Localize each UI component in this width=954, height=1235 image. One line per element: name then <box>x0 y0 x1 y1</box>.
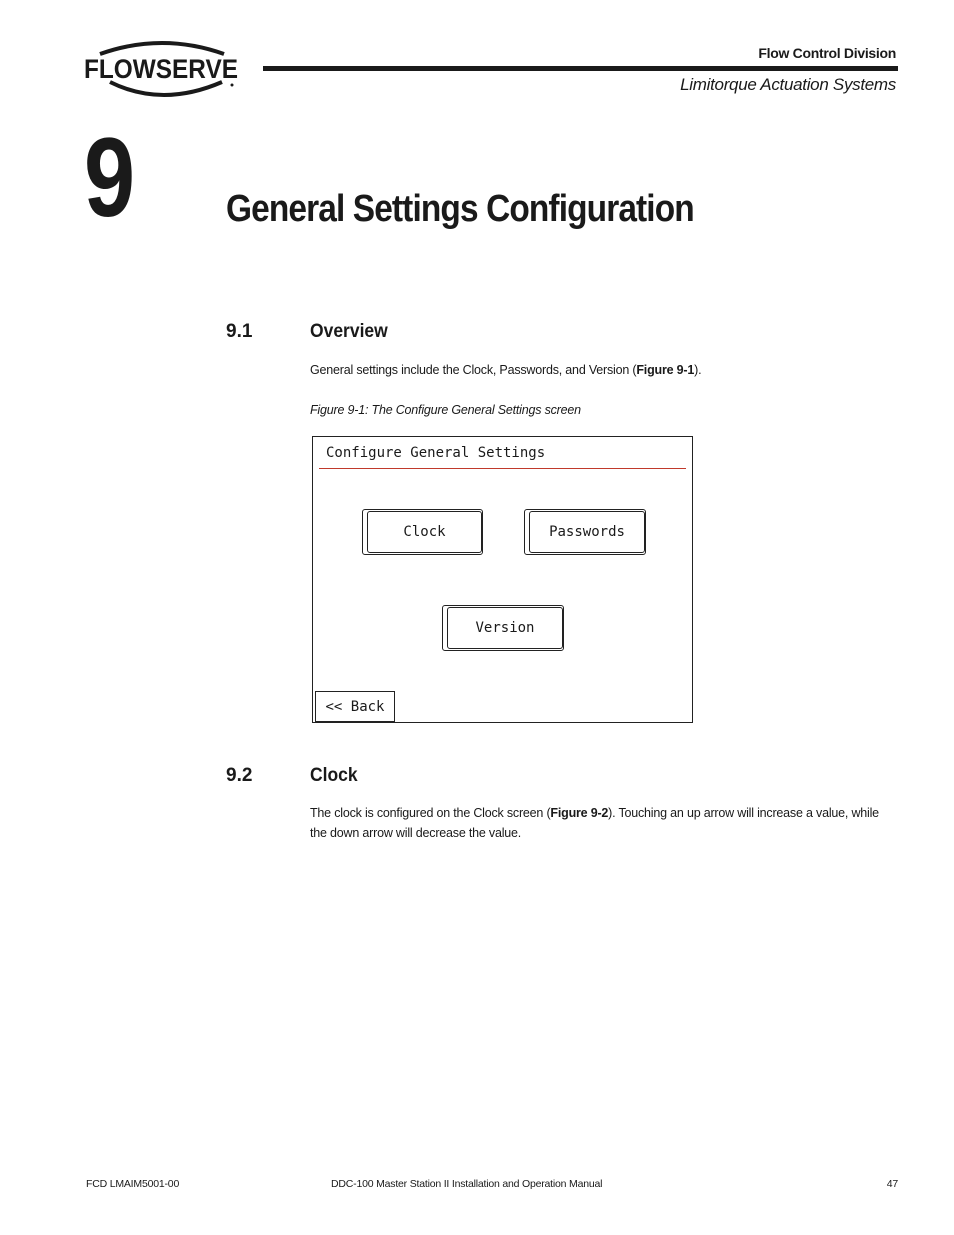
overview-figure-ref: Figure 9-1 <box>636 363 695 377</box>
footer-manual-title: DDC-100 Master Station II Installation and Operation Manual <box>331 1178 603 1190</box>
clock-button-label: Clock <box>367 511 482 553</box>
header-rule <box>263 66 898 71</box>
chapter-title: General Settings Configuration <box>226 188 694 230</box>
overview-text-end: ). <box>694 363 702 377</box>
chapter-number: 9 <box>84 115 132 240</box>
section-number-overview: 9.1 <box>226 321 253 342</box>
version-button-label: Version <box>447 607 563 649</box>
section-title-overview: Overview <box>310 321 388 342</box>
clock-figure-ref: Figure 9-2 <box>550 806 609 820</box>
back-button[interactable]: << Back <box>315 691 395 722</box>
flowserve-logo <box>82 38 242 100</box>
clock-text-start: The clock is configured on the Clock screen ( <box>310 806 551 820</box>
logo-wordmark: FLOWSERVE <box>84 54 238 84</box>
header-subtitle: Limitorque Actuation Systems <box>680 75 896 94</box>
section-title-clock: Clock <box>310 765 358 786</box>
header-division: Flow Control Division <box>758 45 896 61</box>
passwords-button[interactable] <box>524 509 646 555</box>
passwords-button-label: Passwords <box>529 511 645 553</box>
footer-document-code: FCD LMAIM5001-00 <box>86 1178 180 1190</box>
overview-text-start: General settings include the Clock, Passwords, and Version ( <box>310 363 637 377</box>
clock-button[interactable] <box>362 509 483 555</box>
clock-text-end: ). Touching an up arrow will increase a value, while the down arrow will decrease the value. <box>310 806 879 840</box>
configure-general-settings-screen <box>312 436 693 723</box>
figure-caption: Figure 9-1: The Configure General Settings screen <box>310 403 581 417</box>
footer-page-number: 47 <box>886 1178 898 1190</box>
screen-title-rule <box>319 468 686 469</box>
screen-title: Configure General Settings <box>326 445 546 461</box>
flowserve-logo-mark <box>82 38 242 100</box>
clock-paragraph <box>310 803 890 843</box>
section-number-clock: 9.2 <box>226 765 253 786</box>
overview-paragraph <box>310 360 900 380</box>
version-button[interactable] <box>442 605 564 651</box>
